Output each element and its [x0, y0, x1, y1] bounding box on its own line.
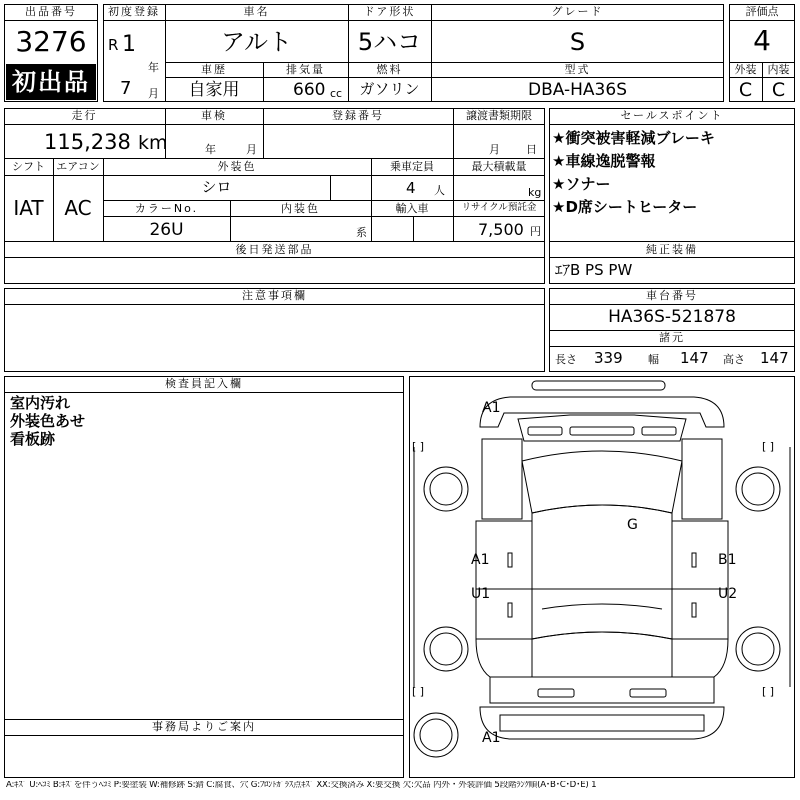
seats-unit: 人	[434, 184, 445, 197]
diagram-left-front-mark: A1	[471, 552, 490, 568]
interior-grade: C	[771, 79, 786, 101]
sales-points-label: セールスポイント	[620, 109, 724, 122]
fuel: ガソリン	[359, 80, 420, 98]
inspection-year-unit: 年	[205, 143, 216, 156]
sales-point-2: ★車線逸脱警報	[552, 152, 656, 170]
model: DBA-HA36S	[528, 80, 627, 100]
first-listing-badge: 初出品	[6, 64, 96, 100]
door-label: ドア形状	[363, 5, 416, 18]
bracket-lf: [ ]	[412, 440, 425, 453]
inspection-month-unit: 月	[246, 143, 257, 156]
color-no: 26U	[149, 220, 184, 240]
seats: 4	[406, 179, 416, 197]
transfer-day-unit: 日	[526, 143, 537, 156]
grade-label: グレード	[551, 5, 604, 18]
length: 339	[594, 349, 623, 367]
mileage: 115,238	[44, 130, 131, 154]
plate-label: 登録番号	[332, 109, 384, 122]
color-no-label: カラーNo.	[134, 202, 199, 215]
inspector-label: 検査員記入欄	[165, 377, 243, 390]
equipment-label: 純正装備	[646, 243, 698, 256]
shift: IAT	[13, 196, 44, 220]
lot-number: 3276	[15, 25, 87, 58]
mileage-label: 走行	[71, 109, 98, 122]
bracket-rf: [ ]	[762, 440, 775, 453]
month-unit: 月	[148, 87, 159, 100]
car-diagram	[409, 376, 795, 778]
dims-label: 諸元	[659, 331, 685, 344]
import-label: 輸入車	[395, 202, 429, 215]
history-label: 車歴	[201, 63, 227, 76]
ac-label: エアコン	[56, 160, 100, 173]
lot-label: 出品番号	[25, 5, 77, 18]
era: R	[108, 36, 119, 54]
first-registration-label: 初度登録	[108, 5, 160, 18]
width-label: 幅	[648, 353, 659, 366]
displacement: 660	[293, 80, 326, 100]
height-label: 高さ	[723, 353, 745, 366]
exterior-grade-label: 外装	[734, 63, 757, 76]
notes-label: 注意事項欄	[242, 289, 307, 302]
shift-label: シフト	[12, 160, 45, 173]
year-unit: 年	[148, 61, 159, 74]
diagram-rear-mark: A1	[482, 730, 501, 746]
load-unit: kg	[528, 186, 542, 199]
sales-point-1: ★衝突被害軽減ブレーキ	[552, 129, 715, 147]
car-name-label: 車名	[243, 5, 270, 18]
diagram-right-front-mark: B1	[718, 552, 737, 568]
later-parts-label: 後日発送部品	[235, 243, 314, 256]
diagram-hood-mark: G	[627, 517, 638, 533]
legend: A:ｷｽﾞ U:ﾍｺﾐ B:ｷｽﾞを伴うﾍｺﾐ P:要塗装 W:補修跡 S:錆 C:腐食、穴 G:ﾌﾛﾝﾄｶﾞﾗｽ点ｷｽﾞ XX:交換済み X:要交換 欠:欠品 内外・外装評価 5段階ﾗﾝｸ順(A･B･C･D･E) 1	[6, 781, 597, 790]
inspector-note-2: 外装色あせ	[10, 412, 86, 430]
sales-point-3: ★ソナー	[552, 175, 611, 193]
recycle-fee: 7,500	[478, 220, 524, 239]
diagram-front-mark: A1	[482, 400, 501, 416]
interior-grade-label: 内装	[767, 63, 790, 76]
diagram-right-rear-mark: U2	[718, 586, 738, 602]
equipment: ｴｱB PS PW	[555, 261, 633, 279]
load-label: 最大積載量	[471, 160, 527, 173]
diagram-left-rear-mark: U1	[471, 586, 491, 602]
seats-label: 乗車定員	[390, 160, 434, 173]
car-name: アルト	[220, 28, 293, 56]
inspector-note-3: 看板跡	[10, 430, 56, 448]
bracket-rr: [ ]	[762, 685, 775, 698]
fuel-label: 燃料	[376, 63, 403, 76]
transfer-label: 譲渡書類期限	[466, 109, 532, 122]
door-type: 5ハコ	[357, 28, 422, 56]
ac: AC	[64, 196, 92, 220]
interior-color-label: 内装色	[281, 202, 320, 215]
displacement-unit: cc	[330, 87, 343, 100]
recycle-label: リサイクル預託金	[461, 202, 537, 213]
interior-color-unit: 系	[356, 226, 367, 239]
recycle-unit: 円	[530, 225, 541, 238]
history: 自家用	[188, 80, 240, 100]
length-label: 長さ	[555, 353, 577, 366]
score-label: 評価点	[745, 5, 779, 18]
transfer-month-unit: 月	[489, 143, 500, 156]
chassis-number: HA36S-521878	[608, 307, 736, 327]
height: 147	[760, 349, 789, 367]
exterior-grade: C	[738, 79, 753, 101]
displacement-label: 排気量	[286, 63, 325, 76]
color-label: 外装色	[217, 160, 257, 173]
inspector-note-1: 室内汚れ	[10, 394, 71, 412]
score: 4	[753, 24, 771, 57]
chassis-label: 車台番号	[646, 289, 698, 302]
bracket-lr: [ ]	[412, 685, 425, 698]
inspector-box	[4, 376, 404, 778]
registration-year: 1	[122, 32, 136, 57]
mileage-unit: km	[138, 132, 168, 154]
width: 147	[680, 349, 709, 367]
exterior-color: シロ	[201, 178, 232, 196]
office-label: 事務局よりご案内	[152, 720, 256, 733]
sales-point-4: ★D席シートヒーター	[552, 198, 698, 216]
grade: S	[569, 28, 586, 56]
registration-month: 7	[120, 78, 132, 99]
inspection-label: 車検	[201, 109, 227, 122]
model-label: 型式	[564, 63, 591, 76]
